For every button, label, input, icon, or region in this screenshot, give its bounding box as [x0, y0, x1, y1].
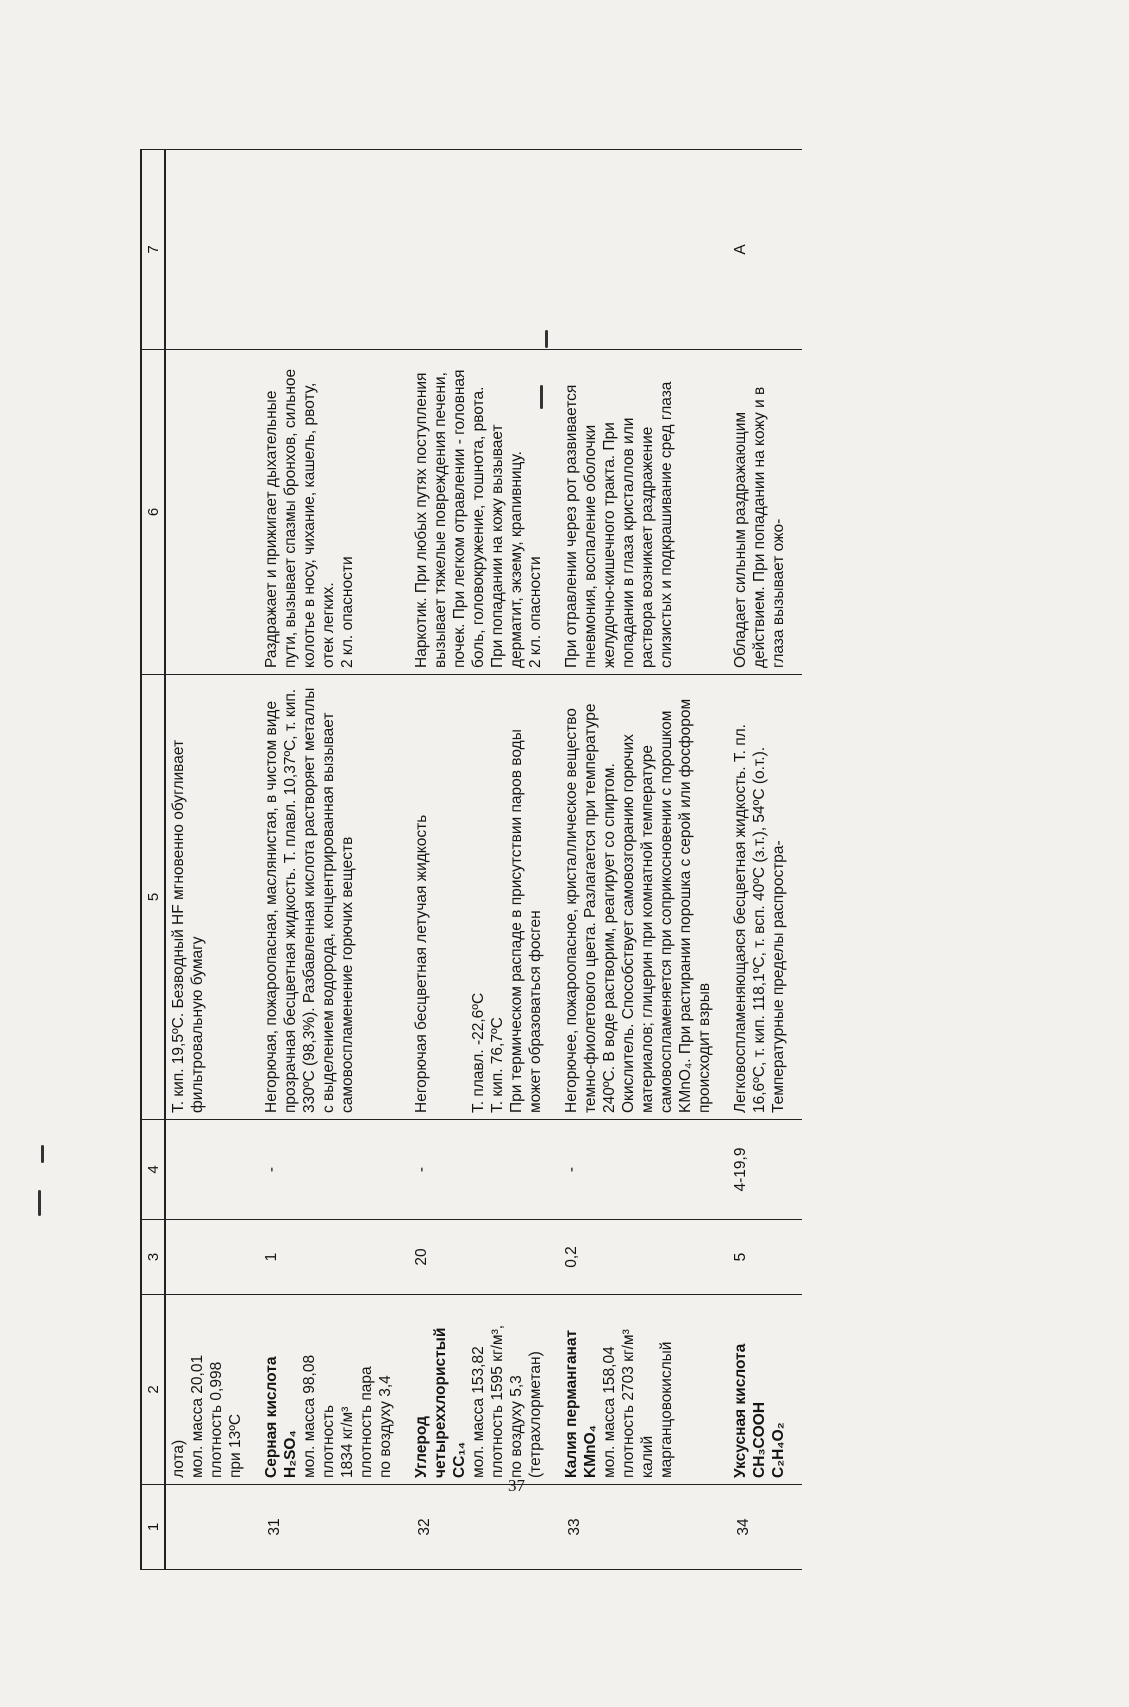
table-row [165, 150, 259, 1570]
value-col4: 4-19,9 [728, 1120, 802, 1220]
table-row [409, 150, 559, 1570]
substance-cell: Углерод четыреххлористый CC₁₄ мол. масса 153,82 плотность 1595 кг/м³, по воздуху 5,3 (тетрахлорметан) [409, 1295, 559, 1485]
substance-cell: лота) мол. масса 20,01 плотность 0,998 при 13ºС [165, 1295, 259, 1485]
properties-cell: Негорючее, пожароопасное, кристаллическое вещество темно-фиолетового цвета. Разлагается при температуре 240ºС. В воде растворим, реагирует со спиртом. Окислитель. Способствует самовозгоранию горючих материалов; глицерин при комнатной температуре самовоспламеняется при соприкосновении с порошком KMnO₄. При растирании порошка с серой или фосфором происходит взрыв [559, 675, 728, 1120]
col-header-5: 5 [141, 675, 165, 1120]
hazardous-substances-table [140, 149, 802, 1570]
substance-cell: Серная кислота H₂SO₄ мол. масса 98,08 плотность 1834 кг/м³ плотность пара по воздуху 3,4 [259, 1295, 409, 1485]
toxicity-cell: Раздражает и прижигает дыхательные пути, вызывает спазмы бронхов, сильное колотье в носу, чихание, кашель, рвоту, отек легких. 2 кл. опасности [259, 350, 409, 675]
toxicity-cell [165, 350, 259, 675]
value-col3: 0,2 [559, 1220, 728, 1295]
value-col4: - [259, 1120, 409, 1220]
value-col3: 20 [409, 1220, 559, 1295]
value-col3 [165, 1220, 259, 1295]
row-number [165, 1485, 259, 1570]
value-col4 [165, 1120, 259, 1220]
value-col4: - [409, 1120, 559, 1220]
value-col3: 1 [259, 1220, 409, 1295]
column-number-row [141, 150, 165, 1570]
toxicity-cell: При отравлении через рот развивается пневмония, воспаление оболочки желудочно-кишечного тракта. При попадании в глаза кристаллов или раствора возникает раздражение слизистых и подкрашивание сред глаза [559, 350, 728, 675]
class-cell: А [728, 150, 802, 350]
row-number: 34 [728, 1485, 802, 1570]
rotated-table-page [140, 150, 970, 1570]
col-header-1: 1 [141, 1485, 165, 1570]
class-cell [409, 150, 559, 350]
scan-mark [38, 1190, 41, 1216]
properties-cell: Т. кип. 19,5ºС. Безводный HF мгновенно обугливает фильтровальную бумагу [165, 675, 259, 1120]
value-col3: 5 [728, 1220, 802, 1295]
toxicity-cell: Наркотик. При любых путях поступления вызывает тяжелые повреждения печени, почек. При легком отравлении - головная боль, головокружение, тошнота, рвота. При попадании на кожу вызывает дерматит, экзему, крапивницу. 2 кл. опасности [409, 350, 559, 675]
substance-cell: Уксусная кислота CH₃COOH C₂H₄O₂ [728, 1295, 802, 1485]
toxicity-cell: Обладает сильным раздражающим действием. При попадании на кожу и в глаза вызывает ожо- [728, 350, 802, 675]
substance-cell: Калия перманганат KMnO₄ мол. масса 158,04 плотность 2703 кг/м³ калий марганцовокислый [559, 1295, 728, 1485]
page-number: 37 [508, 1476, 525, 1495]
col-header-3: 3 [141, 1220, 165, 1295]
row-number: 31 [259, 1485, 409, 1570]
table-row [559, 150, 728, 1570]
class-cell [165, 150, 259, 350]
properties-cell: Легковоспламеняющаяся бесцветная жидкость. Т. пл. 16,6ºС, т. кип. 118,1ºС, т. всп. 40ºС (з.т.), 54ºС (о.т.). Температурные пределы распростра- [728, 675, 802, 1120]
row-number: 33 [559, 1485, 728, 1570]
col-header-6: 6 [141, 350, 165, 675]
col-header-2: 2 [141, 1295, 165, 1485]
col-header-4: 4 [141, 1120, 165, 1220]
value-col4: - [559, 1120, 728, 1220]
col-header-7: 7 [141, 150, 165, 350]
properties-cell: Негорючая, пожароопасная, маслянистая, в чистом виде прозрачная бесцветная жидкость. Т. плавл. 10,37ºС, т. кип. 330ºС (98,3%). Разбавленная кислота растворяет металлы с выделением водорода, концентрированная вызывает самовоспламенение горючих веществ [259, 675, 409, 1120]
table-row [259, 150, 409, 1570]
properties-cell: Негорючая бесцветная летучая жидкость Т. плавл. -22,6ºС Т. кип. 76,7ºС При термическом распаде в присутствии паров воды может образоваться фосген [409, 675, 559, 1120]
table-row [728, 150, 802, 1570]
scan-mark [41, 1145, 44, 1163]
class-cell [559, 150, 728, 350]
row-number: 32 [409, 1485, 559, 1570]
class-cell [259, 150, 409, 350]
